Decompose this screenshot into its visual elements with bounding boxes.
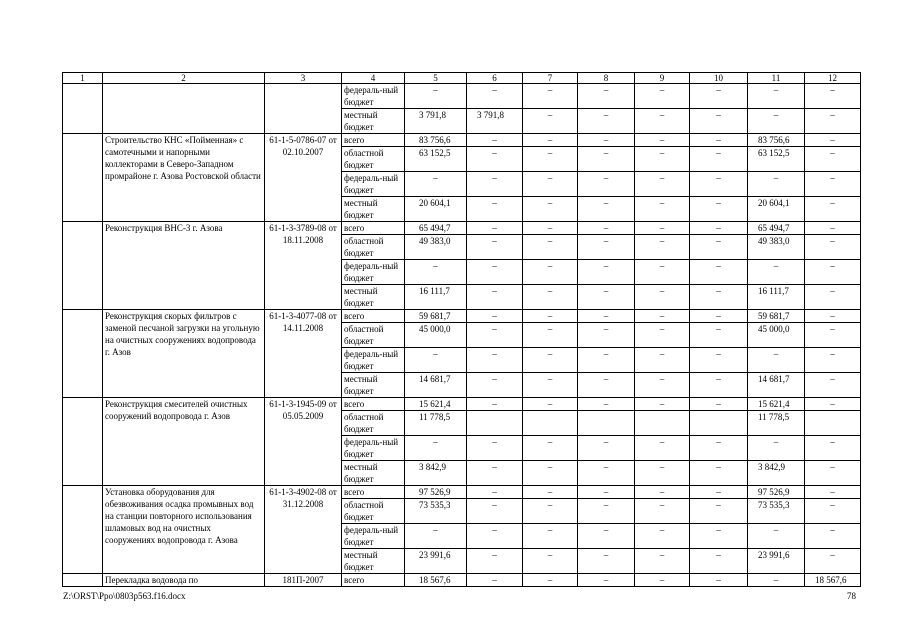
value-cell: – bbox=[635, 323, 690, 348]
value-cell: – bbox=[805, 499, 861, 524]
value-cell: – bbox=[635, 260, 690, 285]
value-cell: 3 842,9 bbox=[748, 461, 805, 486]
row-number-cell bbox=[63, 222, 103, 310]
value-cell: – bbox=[467, 398, 523, 411]
value-cell: – bbox=[635, 486, 690, 499]
budget-type-cell bbox=[342, 285, 405, 310]
value-cell: – bbox=[805, 147, 861, 172]
value-cell: – bbox=[578, 134, 635, 147]
value-cell bbox=[578, 411, 635, 436]
expertise-code-cell: 61-1-3-1945-09 от 05.05.2009 bbox=[265, 398, 342, 486]
column-number-8: 8 bbox=[578, 73, 635, 84]
budget-type-label: федераль-ный бюджет bbox=[344, 261, 399, 283]
budget-type-cell bbox=[342, 398, 405, 411]
value-cell: – bbox=[635, 310, 690, 323]
value-cell: – bbox=[523, 147, 578, 172]
value-cell: – bbox=[805, 398, 861, 411]
budget-type-label: всего bbox=[344, 575, 365, 585]
budget-type-label: областной бюджет bbox=[344, 148, 384, 170]
value-cell: 15 621,4 bbox=[405, 398, 467, 411]
value-cell: – bbox=[690, 172, 748, 197]
value-cell: – bbox=[635, 348, 690, 373]
value-cell: 73 535,3 bbox=[748, 499, 805, 524]
value-cell: – bbox=[690, 147, 748, 172]
value-cell: – bbox=[690, 235, 748, 260]
value-cell: 18 567,6 bbox=[805, 574, 861, 587]
budget-type-cell bbox=[342, 134, 405, 147]
value-cell: 18 567,6 bbox=[405, 574, 467, 587]
value-cell: – bbox=[467, 84, 523, 109]
project-name-cell: Реконструкция смесителей очистных сооружений водопровода г. Азов bbox=[103, 398, 265, 486]
value-cell: – bbox=[805, 172, 861, 197]
value-cell: 59 681,7 bbox=[748, 310, 805, 323]
value-cell: – bbox=[635, 222, 690, 235]
budget-type-cell bbox=[342, 109, 405, 134]
column-number-12: 12 bbox=[805, 73, 861, 84]
budget-type-cell bbox=[342, 524, 405, 549]
value-cell: – bbox=[523, 172, 578, 197]
value-cell: – bbox=[578, 461, 635, 486]
value-cell: – bbox=[690, 499, 748, 524]
footer-file-path: Z:\ORST\Ppo\0803p563.f16.docx bbox=[63, 591, 186, 601]
value-cell: – bbox=[690, 323, 748, 348]
value-cell: – bbox=[805, 524, 861, 549]
budget-type-label: федераль-ный бюджет bbox=[344, 437, 399, 459]
budget-type-cell bbox=[342, 411, 405, 436]
expertise-code-cell: 61-1-3-4902-08 от 31.12.2008 bbox=[265, 486, 342, 574]
value-cell: – bbox=[523, 549, 578, 574]
value-cell: – bbox=[523, 285, 578, 310]
value-cell: 49 383,0 bbox=[748, 235, 805, 260]
budget-type-cell bbox=[342, 310, 405, 323]
value-cell: – bbox=[805, 461, 861, 486]
value-cell: – bbox=[578, 549, 635, 574]
value-cell: – bbox=[690, 524, 748, 549]
value-cell bbox=[523, 411, 578, 436]
table-row bbox=[63, 84, 861, 109]
value-cell: – bbox=[405, 172, 467, 197]
value-cell: – bbox=[467, 348, 523, 373]
value-cell bbox=[635, 411, 690, 436]
budget-type-cell bbox=[342, 499, 405, 524]
budget-type-cell bbox=[342, 222, 405, 235]
budget-type-label: областной бюджет bbox=[344, 500, 384, 522]
value-cell: – bbox=[635, 574, 690, 587]
value-cell: – bbox=[805, 348, 861, 373]
value-cell: – bbox=[805, 197, 861, 222]
table-row bbox=[63, 574, 861, 587]
value-cell: – bbox=[635, 235, 690, 260]
value-cell: – bbox=[690, 373, 748, 398]
value-cell: – bbox=[748, 348, 805, 373]
budget-type-cell bbox=[342, 323, 405, 348]
column-number-2: 2 bbox=[103, 73, 265, 84]
value-cell: – bbox=[748, 260, 805, 285]
value-cell: – bbox=[805, 549, 861, 574]
value-cell: 20 604,1 bbox=[405, 197, 467, 222]
value-cell: – bbox=[690, 348, 748, 373]
value-cell: – bbox=[467, 134, 523, 147]
value-cell: 97 526,9 bbox=[405, 486, 467, 499]
value-cell: – bbox=[523, 235, 578, 260]
table-row bbox=[63, 222, 861, 235]
value-cell: – bbox=[578, 486, 635, 499]
budget-type-cell bbox=[342, 348, 405, 373]
project-name-cell: Строительство КНС «Пойменная» с самотечными и напорными коллекторами в Северо-Западном промрайоне г. Азова Ростовской области bbox=[103, 134, 265, 222]
expertise-code-cell: 61-1-3-3789-08 от 18.11.2008 bbox=[265, 222, 342, 310]
value-cell: – bbox=[578, 398, 635, 411]
value-cell: – bbox=[578, 348, 635, 373]
value-cell: – bbox=[578, 109, 635, 134]
table-row bbox=[63, 486, 861, 499]
value-cell: 23 991,6 bbox=[405, 549, 467, 574]
budget-type-label: всего bbox=[344, 311, 365, 321]
value-cell: – bbox=[805, 222, 861, 235]
row-number-cell bbox=[63, 134, 103, 222]
value-cell: – bbox=[690, 134, 748, 147]
value-cell: 45 000,0 bbox=[405, 323, 467, 348]
budget-type-label: местный бюджет bbox=[344, 110, 378, 132]
budget-type-label: всего bbox=[344, 223, 365, 233]
budget-type-cell bbox=[342, 574, 405, 587]
value-cell: – bbox=[578, 574, 635, 587]
project-name-cell: Перекладка водовода по bbox=[103, 574, 265, 587]
value-cell: – bbox=[523, 398, 578, 411]
value-cell: – bbox=[578, 260, 635, 285]
table-row bbox=[63, 134, 861, 147]
value-cell: 83 756,6 bbox=[405, 134, 467, 147]
column-number-7: 7 bbox=[523, 73, 578, 84]
value-cell: – bbox=[748, 436, 805, 461]
value-cell: – bbox=[690, 398, 748, 411]
value-cell: – bbox=[805, 134, 861, 147]
value-cell: – bbox=[748, 84, 805, 109]
value-cell: – bbox=[578, 373, 635, 398]
value-cell: 63 152,5 bbox=[748, 147, 805, 172]
table-row bbox=[63, 398, 861, 411]
budget-type-label: областной бюджет bbox=[344, 324, 384, 346]
value-cell: – bbox=[690, 285, 748, 310]
column-number-10: 10 bbox=[690, 73, 748, 84]
row-number-cell bbox=[63, 398, 103, 486]
budget-type-label: областной бюджет bbox=[344, 412, 384, 434]
value-cell: – bbox=[467, 486, 523, 499]
column-number-row bbox=[63, 73, 861, 84]
value-cell: – bbox=[467, 260, 523, 285]
row-number-cell bbox=[63, 310, 103, 398]
value-cell: – bbox=[523, 524, 578, 549]
value-cell: – bbox=[578, 172, 635, 197]
value-cell: – bbox=[578, 285, 635, 310]
value-cell: – bbox=[805, 486, 861, 499]
row-number-cell bbox=[63, 574, 103, 587]
value-cell: – bbox=[523, 222, 578, 235]
value-cell: – bbox=[405, 260, 467, 285]
value-cell: – bbox=[523, 461, 578, 486]
value-cell: – bbox=[578, 310, 635, 323]
value-cell: – bbox=[467, 574, 523, 587]
budget-type-label: местный бюджет bbox=[344, 198, 378, 220]
value-cell: 16 111,7 bbox=[748, 285, 805, 310]
value-cell: – bbox=[467, 197, 523, 222]
column-number-9: 9 bbox=[635, 73, 690, 84]
column-number-11: 11 bbox=[748, 73, 805, 84]
budget-type-cell bbox=[342, 172, 405, 197]
value-cell: – bbox=[805, 260, 861, 285]
column-number-3: 3 bbox=[265, 73, 342, 84]
value-cell: – bbox=[405, 348, 467, 373]
value-cell: – bbox=[467, 373, 523, 398]
expertise-code-cell: 181П-2007 bbox=[265, 574, 342, 587]
value-cell: 73 535,3 bbox=[405, 499, 467, 524]
value-cell: – bbox=[467, 172, 523, 197]
value-cell: – bbox=[805, 109, 861, 134]
budget-type-cell bbox=[342, 84, 405, 109]
value-cell: – bbox=[523, 134, 578, 147]
column-number-6: 6 bbox=[467, 73, 523, 84]
value-cell: – bbox=[748, 172, 805, 197]
budget-type-label: федераль-ный бюджет bbox=[344, 349, 399, 371]
empty-col1-cell bbox=[63, 84, 103, 134]
value-cell: – bbox=[690, 109, 748, 134]
value-cell: – bbox=[690, 84, 748, 109]
value-cell: – bbox=[690, 486, 748, 499]
budget-type-label: всего bbox=[344, 399, 365, 409]
value-cell: – bbox=[805, 235, 861, 260]
value-cell: – bbox=[467, 285, 523, 310]
value-cell: – bbox=[690, 574, 748, 587]
value-cell: – bbox=[805, 323, 861, 348]
value-cell: 97 526,9 bbox=[748, 486, 805, 499]
empty-col3-cell bbox=[265, 84, 342, 134]
value-cell: – bbox=[467, 323, 523, 348]
value-cell: – bbox=[467, 235, 523, 260]
value-cell: – bbox=[748, 109, 805, 134]
budget-type-cell bbox=[342, 197, 405, 222]
column-number-5: 5 bbox=[405, 73, 467, 84]
budget-type-cell bbox=[342, 260, 405, 285]
value-cell: – bbox=[578, 499, 635, 524]
value-cell: – bbox=[635, 134, 690, 147]
budget-type-cell bbox=[342, 549, 405, 574]
budget-type-label: местный бюджет bbox=[344, 286, 378, 308]
value-cell: – bbox=[523, 486, 578, 499]
budget-type-label: всего bbox=[344, 487, 365, 497]
value-cell bbox=[690, 411, 748, 436]
budget-type-cell bbox=[342, 486, 405, 499]
value-cell: – bbox=[578, 222, 635, 235]
value-cell: – bbox=[523, 260, 578, 285]
value-cell: 65 494,7 bbox=[748, 222, 805, 235]
value-cell: 3 842,9 bbox=[405, 461, 467, 486]
value-cell: 11 778,5 bbox=[748, 411, 805, 436]
value-cell: – bbox=[805, 285, 861, 310]
value-cell: 14 681,7 bbox=[405, 373, 467, 398]
value-cell: – bbox=[523, 323, 578, 348]
budget-type-label: федераль-ный бюджет bbox=[344, 525, 399, 547]
budget-type-label: федераль-ный бюджет bbox=[344, 85, 399, 107]
value-cell: – bbox=[690, 461, 748, 486]
value-cell: – bbox=[523, 109, 578, 134]
project-name-cell: Установка оборудования для обезвоживания осадка промывных вод на станции повторного использования шламовых вод на очистных сооружениях водопровода г. Азова bbox=[103, 486, 265, 574]
value-cell: – bbox=[578, 84, 635, 109]
project-name-cell: Реконструкция ВНС-3 г. Азова bbox=[103, 222, 265, 310]
value-cell: 20 604,1 bbox=[748, 197, 805, 222]
project-name-cell: Реконструкция скорых фильтров с заменой песчаной загрузки на угольную на очистных сооружениях водопровода г. Азов bbox=[103, 310, 265, 398]
value-cell: – bbox=[578, 235, 635, 260]
value-cell: – bbox=[578, 524, 635, 549]
value-cell: – bbox=[523, 197, 578, 222]
value-cell: – bbox=[578, 197, 635, 222]
value-cell: – bbox=[578, 436, 635, 461]
value-cell: – bbox=[690, 436, 748, 461]
value-cell: – bbox=[523, 436, 578, 461]
value-cell: – bbox=[467, 549, 523, 574]
value-cell: – bbox=[635, 147, 690, 172]
value-cell: – bbox=[690, 310, 748, 323]
value-cell: – bbox=[405, 84, 467, 109]
value-cell: 14 681,7 bbox=[748, 373, 805, 398]
value-cell: – bbox=[578, 323, 635, 348]
column-number-1: 1 bbox=[63, 73, 103, 84]
empty-col2-cell bbox=[103, 84, 265, 134]
budget-type-cell bbox=[342, 373, 405, 398]
value-cell: – bbox=[467, 461, 523, 486]
value-cell: – bbox=[748, 574, 805, 587]
value-cell: – bbox=[635, 499, 690, 524]
value-cell: – bbox=[467, 222, 523, 235]
row-number-cell bbox=[63, 486, 103, 574]
value-cell: – bbox=[635, 436, 690, 461]
value-cell: – bbox=[635, 373, 690, 398]
value-cell: – bbox=[690, 260, 748, 285]
value-cell: – bbox=[635, 84, 690, 109]
value-cell: – bbox=[405, 436, 467, 461]
value-cell: 16 111,7 bbox=[405, 285, 467, 310]
value-cell: – bbox=[748, 524, 805, 549]
budget-type-label: местный бюджет bbox=[344, 462, 378, 484]
value-cell: 49 383,0 bbox=[405, 235, 467, 260]
budget-type-label: всего bbox=[344, 135, 365, 145]
budget-type-label: областной бюджет bbox=[344, 236, 384, 258]
value-cell: – bbox=[635, 461, 690, 486]
value-cell: 65 494,7 bbox=[405, 222, 467, 235]
value-cell: – bbox=[805, 84, 861, 109]
budget-type-label: местный бюджет bbox=[344, 374, 378, 396]
value-cell: – bbox=[635, 398, 690, 411]
value-cell: – bbox=[523, 373, 578, 398]
budget-type-cell bbox=[342, 147, 405, 172]
value-cell: – bbox=[805, 310, 861, 323]
value-cell: – bbox=[635, 549, 690, 574]
value-cell: – bbox=[635, 172, 690, 197]
value-cell: – bbox=[467, 310, 523, 323]
value-cell: – bbox=[467, 147, 523, 172]
value-cell: – bbox=[523, 499, 578, 524]
budget-type-label: местный бюджет bbox=[344, 550, 378, 572]
value-cell: – bbox=[635, 524, 690, 549]
value-cell: – bbox=[523, 574, 578, 587]
value-cell: 3 791,8 bbox=[405, 109, 467, 134]
value-cell: 11 778,5 bbox=[405, 411, 467, 436]
value-cell: – bbox=[690, 222, 748, 235]
value-cell: – bbox=[523, 84, 578, 109]
value-cell: 15 621,4 bbox=[748, 398, 805, 411]
value-cell: – bbox=[523, 348, 578, 373]
footer-page-number: 78 bbox=[847, 591, 856, 601]
value-cell: – bbox=[805, 373, 861, 398]
value-cell: – bbox=[635, 109, 690, 134]
value-cell: – bbox=[578, 147, 635, 172]
budget-table bbox=[62, 72, 861, 587]
value-cell: – bbox=[690, 549, 748, 574]
budget-type-label: федераль-ный бюджет bbox=[344, 173, 399, 195]
value-cell: – bbox=[467, 499, 523, 524]
value-cell: – bbox=[635, 197, 690, 222]
value-cell: – bbox=[635, 285, 690, 310]
value-cell: 59 681,7 bbox=[405, 310, 467, 323]
value-cell: – bbox=[523, 310, 578, 323]
budget-type-cell bbox=[342, 436, 405, 461]
value-cell: – bbox=[805, 436, 861, 461]
expertise-code-cell: 61-1-5-0786-07 от 02.10.2007 bbox=[265, 134, 342, 222]
value-cell: – bbox=[690, 197, 748, 222]
budget-type-cell bbox=[342, 461, 405, 486]
budget-type-cell bbox=[342, 235, 405, 260]
value-cell: 23 991,6 bbox=[748, 549, 805, 574]
value-cell bbox=[467, 411, 523, 436]
value-cell: 3 791,8 bbox=[467, 109, 523, 134]
expertise-code-cell: 61-1-3-4077-08 от 14.11.2008 bbox=[265, 310, 342, 398]
value-cell: – bbox=[467, 436, 523, 461]
column-number-4: 4 bbox=[342, 73, 405, 84]
table-row bbox=[63, 310, 861, 323]
value-cell: – bbox=[405, 524, 467, 549]
value-cell bbox=[805, 411, 861, 436]
value-cell: – bbox=[467, 524, 523, 549]
value-cell: 83 756,6 bbox=[748, 134, 805, 147]
value-cell: 45 000,0 bbox=[748, 323, 805, 348]
value-cell: 63 152,5 bbox=[405, 147, 467, 172]
